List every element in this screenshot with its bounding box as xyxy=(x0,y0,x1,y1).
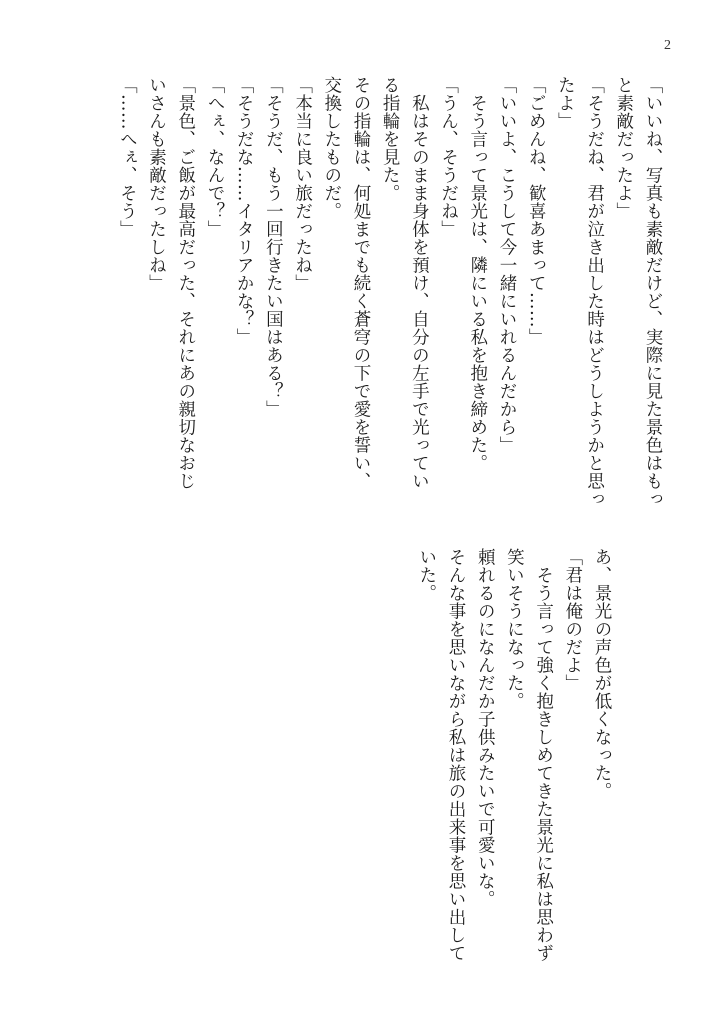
text-line: 「ごめんね、歓喜あまって……」 xyxy=(526,76,547,346)
text-line: 「……へぇ、そう」 xyxy=(117,76,138,238)
text-line: 「いいよ、こうして今一緒にいれるんだから」 xyxy=(496,76,517,454)
text-line: 笑いそうになった。 xyxy=(504,548,525,710)
text-block-bottom xyxy=(412,548,616,968)
text-line: 「そうだね、君が泣き出した時はどうしようかと思っ xyxy=(584,76,605,508)
text-line: いた。 xyxy=(416,548,437,602)
text-line: と素敵だったよ」 xyxy=(613,76,634,220)
page-number: 2 xyxy=(664,38,671,53)
text-line: 「いいね、写真も素敵だけど、実際に見た景色はもっ xyxy=(643,76,663,508)
text-line: そう言って強く抱きしめてきた景光に私は思わず xyxy=(533,548,554,962)
text-line: いさんも素敵だったしね」 xyxy=(146,76,167,292)
text-block-top xyxy=(112,76,667,508)
text-line: 「君は俺のだよ」 xyxy=(562,548,583,692)
text-line: 「うん、そうだね」 xyxy=(438,76,459,238)
text-line: 交換したものだ。 xyxy=(321,76,342,220)
text-line: あ、景光の声色が低くなった。 xyxy=(592,548,612,800)
text-line: たよ」 xyxy=(555,76,576,130)
text-line: る指輪を見た。 xyxy=(380,76,401,202)
text-line: 「そうだな……イタリアかな？」 xyxy=(234,76,255,346)
text-line: 「そうだ、もう一回行きたい国はある？」 xyxy=(263,76,284,418)
text-line: 「へぇ、なんで？」 xyxy=(204,76,225,238)
text-line: そんな事を思いながら私は旅の出来事を思い出して xyxy=(445,548,466,962)
text-line: 「景色、ご飯が最高だった、それにあの親切なおじ xyxy=(175,76,196,490)
text-line: 「本当に良い旅だったね」 xyxy=(292,76,313,292)
text-line: 私はそのまま身体を預け、自分の左手で光ってい xyxy=(409,76,430,490)
text-line: そう言って景光は、隣にいる私を抱き締めた。 xyxy=(467,76,488,472)
text-line: 頼れるのになんだか子供みたいで可愛いな。 xyxy=(475,548,496,908)
text-line: その指輪は、何処までも続く蒼穹の下で愛を誓い、 xyxy=(350,76,371,490)
